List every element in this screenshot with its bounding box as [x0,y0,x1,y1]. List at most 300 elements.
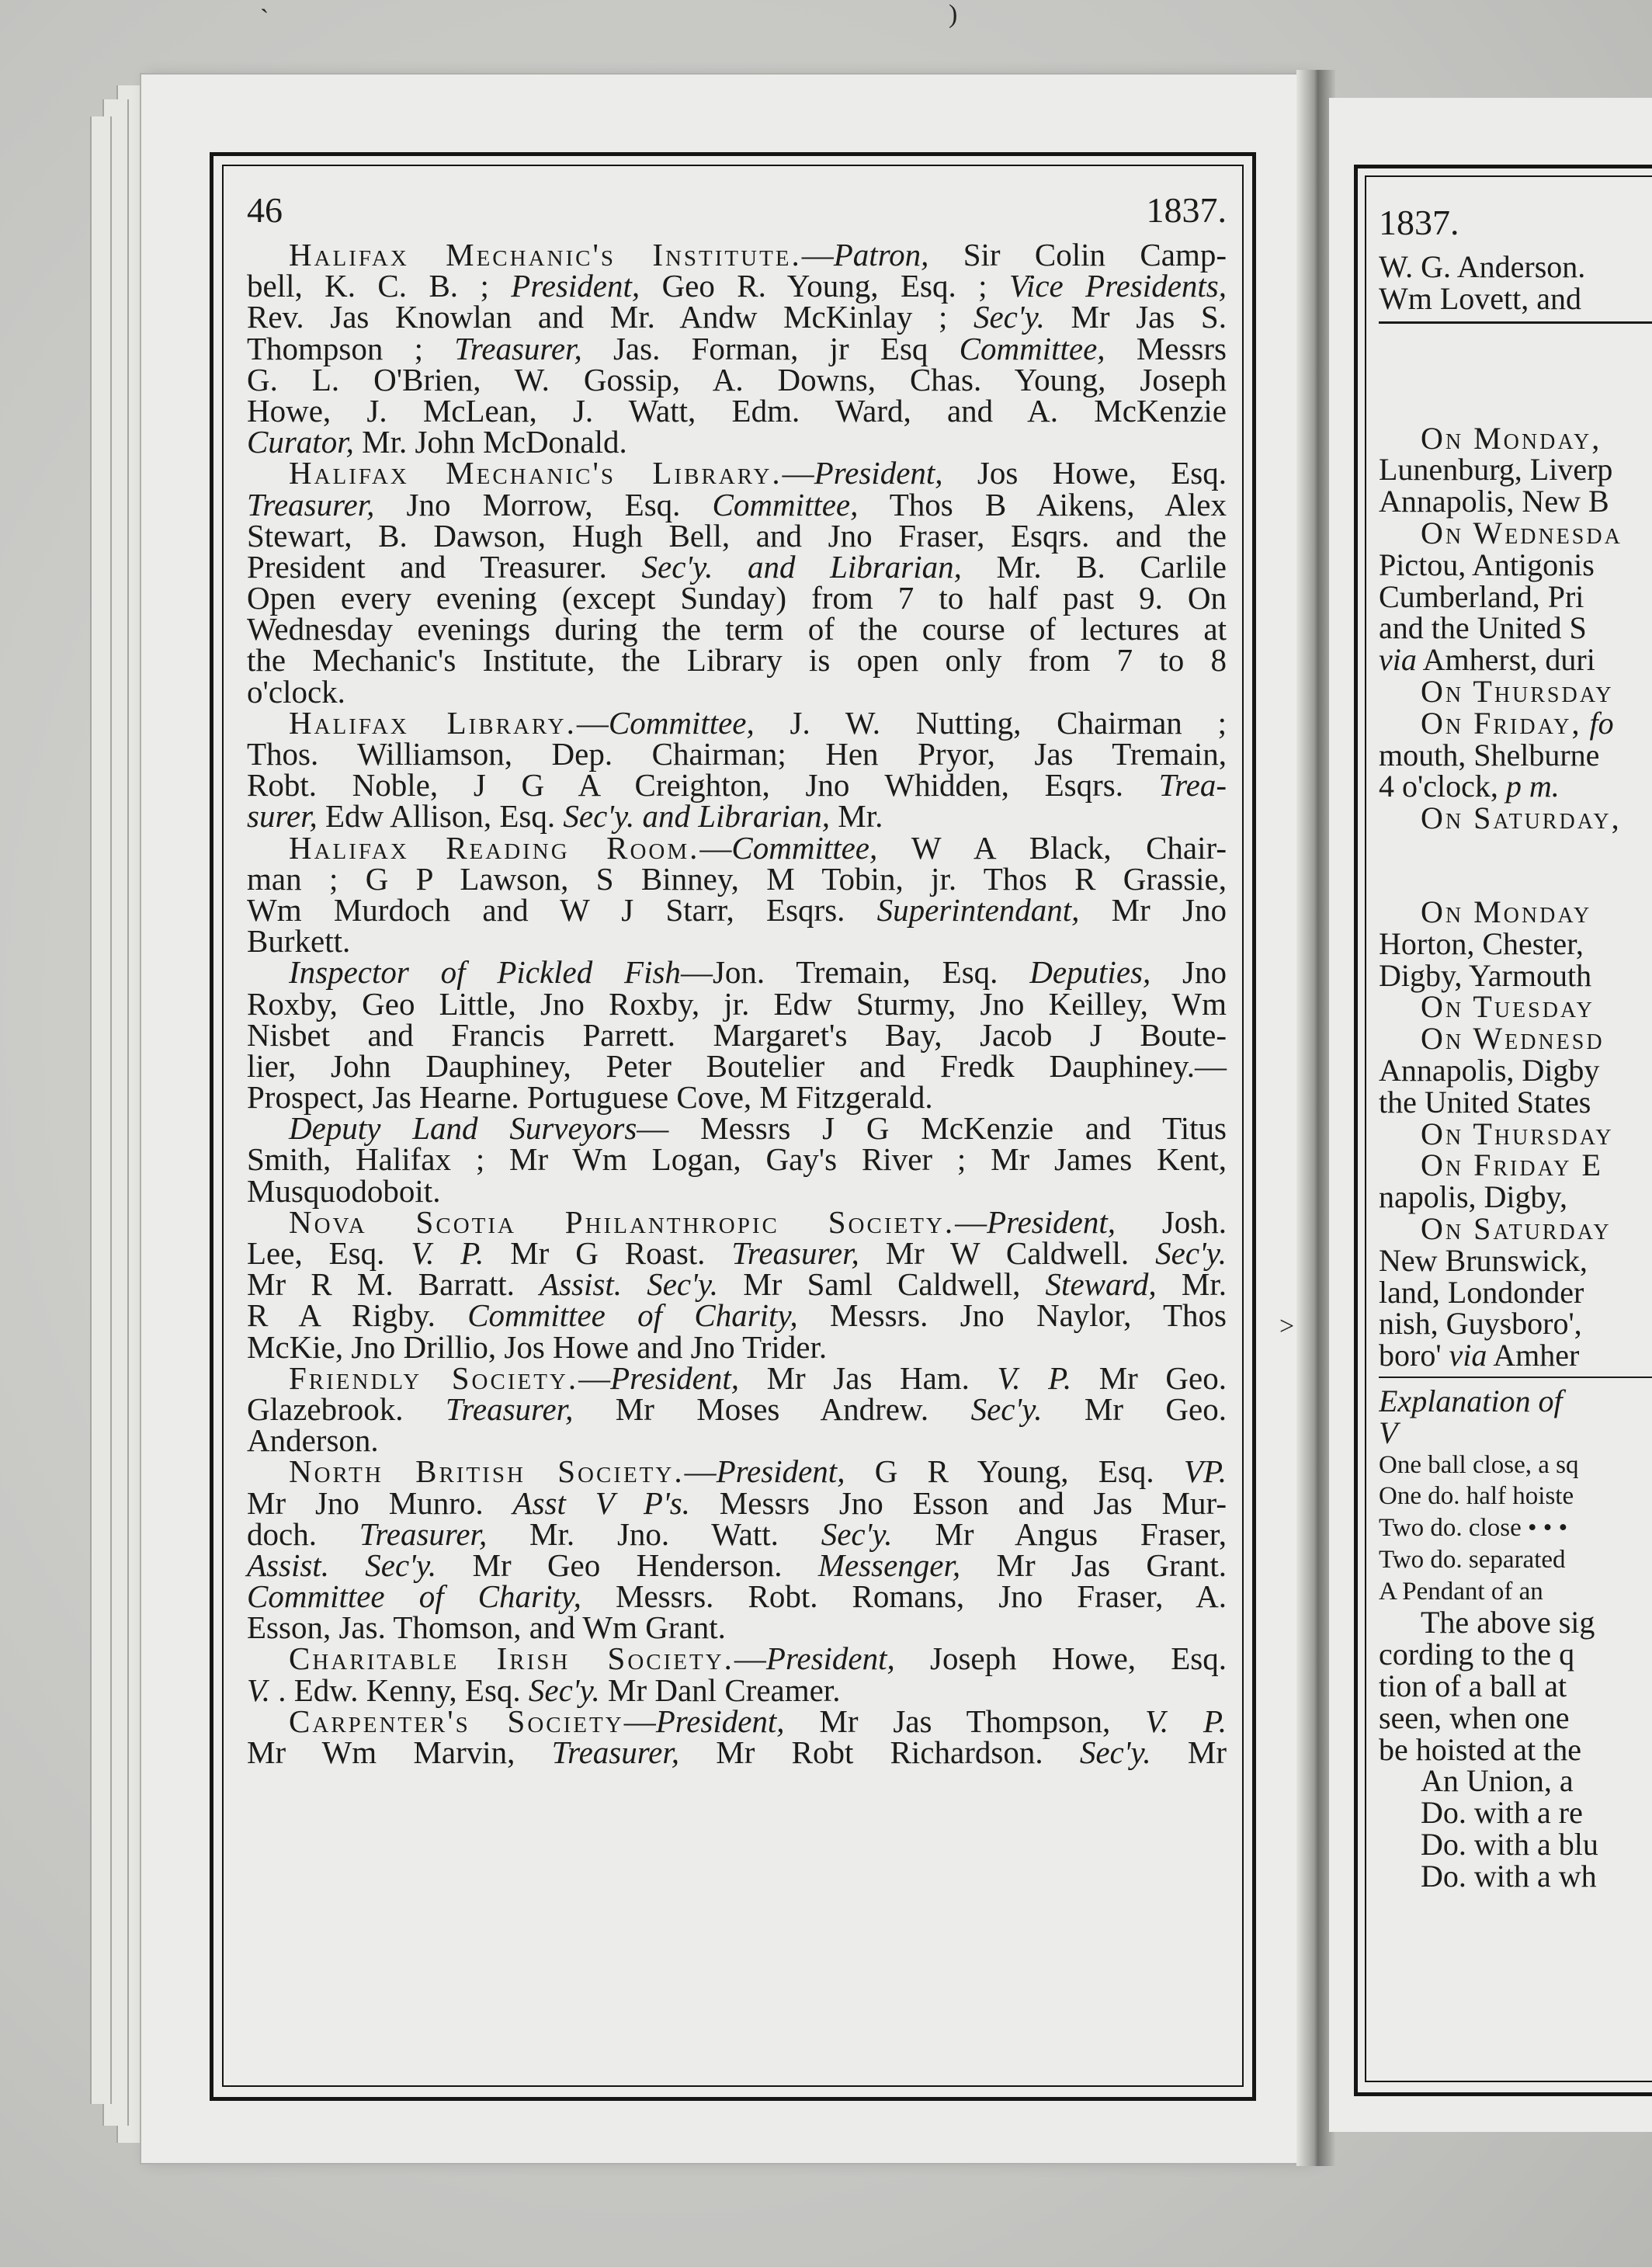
text-run: G. L. O'Brien, W. Gossip, A. Downs, Chas. Young, Joseph [247,361,1227,398]
text-line [247,1110,1227,1147]
text-line [247,891,1227,928]
text-run: Halifax Reading Room. [289,829,700,866]
text-run: Carpenter's Society [289,1703,624,1739]
text-run: Two do. separated [1379,1545,1566,1574]
text-run: Treasurer, [247,486,375,522]
text-run: Mr. Jno. Watt. [487,1515,821,1552]
text-run: Thos. Williamson, Dep. Chairman; Hen Pryor, Jas Tremain, [247,736,1227,772]
text-run: Lunenburg, Liverp [1379,452,1613,488]
text-run: Mr. B. Carlile [961,548,1227,585]
text-line [247,923,1227,960]
text-run: Amher [1487,1338,1580,1373]
text-line [1379,1210,1652,1246]
text-line [1379,1797,1652,1829]
text-line [1379,1829,1652,1861]
spacer [1379,835,1652,897]
text-run: — [801,237,834,273]
text-run: North British Society. [289,1453,685,1490]
right-page-year: 1837. [1379,203,1459,242]
text-run: Mr Saml Caldwell, [718,1266,1046,1303]
page-year: 1837. [1146,190,1227,230]
text-run: Steward, [1045,1266,1157,1303]
text-line [1379,1512,1652,1544]
text-run: Two do. close • • • [1379,1514,1568,1543]
text-line [1379,644,1652,676]
text-line [1379,1731,1652,1767]
text-run: On Friday E [1421,1147,1603,1183]
text-run: surer, [247,798,318,835]
text-line [247,1578,1227,1615]
text-run: Rev. Jas Knowlan and Mr. Andw McKinlay ; [247,299,974,335]
text-line [1379,894,1652,929]
text-run: Digby, Yarmouth [1379,957,1592,993]
text-run: On Tuesday [1421,989,1595,1025]
text-run: Wm Lovett, and [1379,280,1582,316]
text-run: the Mechanic's Institute, the Library is open only from 7 to 8 [247,642,1227,679]
text-run: — [699,829,732,866]
binding-mark: > [1279,1312,1295,1341]
text-run: Robt. Noble, J G A Creighton, Jno Whidden, Esqrs. [247,767,1159,804]
text-run: cording to the q [1379,1637,1575,1672]
text-run: Committee, [731,829,878,866]
text-line [247,1515,1227,1552]
text-line [1379,1415,1652,1450]
text-line [1379,1449,1652,1481]
text-run: Messenger, [817,1547,961,1583]
text-line [1379,1147,1652,1183]
text-run: Thompson ; [247,330,455,366]
text-line [247,361,1227,398]
text-run: Geo R. Young, Esq. ; [640,268,1009,304]
text-run: Joseph Howe, Esq. [894,1640,1227,1677]
text-run: W A Black, Chair- [877,829,1227,866]
text-run: On Thursday [1421,673,1614,709]
text-run: Do. with a wh [1421,1858,1597,1893]
text-run: . Edw. Kenny, Esq. [270,1672,529,1708]
text-run: Pictou, Antigonis [1379,547,1595,582]
text-run: On Monday, [1421,420,1602,456]
text-line [1379,1023,1652,1055]
text-line [1379,1052,1652,1088]
text-line [1379,1607,1652,1639]
text-run: Cumberland, Pri [1379,578,1584,614]
text-line [247,1328,1227,1365]
text-line [247,704,1227,741]
text-run: Edw Allison, Esq. [317,798,564,835]
text-line [1379,547,1652,582]
text-run: — [576,704,609,741]
page-number: 46 [247,190,283,230]
text-line [1379,673,1652,709]
text-line [1379,705,1652,741]
text-line [247,860,1227,897]
text-run: On Saturday, [1421,800,1622,836]
text-line [247,1016,1227,1053]
text-line [1379,578,1652,614]
text-run: — Messrs J G McKenzie and Titus [637,1110,1227,1147]
text-line [1379,454,1652,486]
binding-mark: ) [949,0,958,29]
text-line [1379,957,1652,993]
text-run: A Pendant of an [1379,1577,1543,1606]
text-run: — [578,1359,611,1396]
text-line [1379,1383,1652,1418]
text-run: Esson, Jas. Thomson, and Wm Grant. [247,1609,726,1646]
text-line [247,1203,1227,1240]
text-run: Jno [1150,954,1227,991]
text-run: R A Rigby. [247,1297,468,1334]
text-run: President, [610,1359,739,1396]
text-run: Jno Morrow, Esq. [374,486,713,522]
text-line [247,268,1227,304]
text-line [1379,771,1652,803]
text-line [247,673,1227,710]
text-run: Committee, [608,704,755,741]
text-run: Josh. [1115,1203,1227,1240]
text-line [247,1047,1227,1084]
left-page-text [247,189,1227,1768]
text-run: W. G. Anderson. [1379,249,1586,284]
text-run: President, [716,1453,845,1490]
left-page-body [247,239,1227,1768]
right-page-body [1379,249,1652,1893]
text-line [1379,1544,1652,1576]
page-edges [90,116,112,2104]
text-line [1379,800,1652,836]
text-run: Messrs. Robt. Romans, Jno Fraser, A. [581,1578,1227,1615]
text-run: G R Young, Esq. [845,1453,1184,1490]
text-run: — [734,1640,766,1677]
text-line [1379,1084,1652,1120]
text-run: Open every evening (except Sunday) from 7 to half past 9. On [247,580,1227,616]
text-run: An Union, a [1421,1763,1574,1799]
text-run: Amherst, duri [1416,642,1595,678]
text-run: Mr Geo. [1042,1390,1227,1427]
text-line [247,611,1227,647]
text-run: Horton, Chester, [1379,925,1584,961]
text-line [247,767,1227,804]
text-run: On Wednesda [1421,515,1622,550]
text-run: Halifax Mechanic's Library. [289,455,783,491]
text-run: Mr G Roast. [484,1235,732,1271]
text-run: via [1449,1338,1487,1373]
text-run: New Brunswick, [1379,1242,1588,1278]
text-line [1379,1639,1652,1671]
text-run: Charitable Irish Society. [289,1640,734,1677]
text-run: Superintendant, [876,891,1080,928]
text-run: Treasurer, [454,330,582,366]
text-run: Mr Jas S. [1044,299,1227,335]
text-line [1379,486,1652,518]
text-run: Messrs. Jno Naylor, Thos [797,1297,1227,1334]
text-line [247,1609,1227,1646]
text-line [247,1640,1227,1677]
text-run: V. P. [997,1359,1072,1396]
text-run: — [955,1203,987,1240]
text-run: V [1379,1415,1398,1450]
text-run: Jos Howe, Esq. [942,455,1227,491]
text-run: Burkett. [247,923,351,960]
text-run: Patron, [833,237,929,273]
rule-line [1379,1377,1652,1378]
text-run: — [782,455,814,491]
text-run: Annapolis, New B [1379,484,1609,519]
text-line [247,1141,1227,1178]
text-run: Mr Jno [1079,891,1227,928]
text-run: Messrs [1105,330,1227,366]
text-run: Sec'y. and Librarian, [563,798,830,835]
text-run: Mr Wm Marvin, [247,1734,552,1770]
text-run: V. [247,1672,271,1708]
text-run: Thos B Aikens, Alex [858,486,1227,522]
text-line [1379,1481,1652,1512]
text-run: Mr Jas Thompson, [784,1703,1146,1739]
text-line [247,798,1227,835]
text-line [1379,1274,1652,1310]
left-page-header [247,189,1227,239]
text-run: Smith, Halifax ; Mr Wm Logan, Gay's River ; Mr James Kent, [247,1141,1227,1178]
rule-line [1379,321,1652,324]
text-run: Mr Danl Creamer. [599,1672,841,1708]
text-run: J. W. Nutting, Chairman ; [754,704,1227,741]
text-line [1379,610,1652,646]
text-run: On Monday [1421,894,1592,929]
text-run: lier, John Dauphiney, Peter Boutelier and Fredk Dauphiney.— [247,1047,1227,1084]
text-run: tion of a ball at [1379,1668,1567,1704]
text-line [247,1079,1227,1116]
text-run: boro' [1379,1338,1449,1373]
text-run: VP. [1183,1453,1227,1490]
text-run: President, [987,1203,1116,1240]
text-run: V. P. [411,1235,484,1271]
text-run: Howe, J. McLean, J. Watt, Edm. Ward, and A. McKenzie [247,392,1227,429]
text-run: napolis, Digby, [1379,1179,1567,1215]
text-line [247,1422,1227,1459]
text-run: On Wednesd [1421,1021,1605,1057]
text-line [247,392,1227,429]
text-line [1379,1179,1652,1215]
text-run: Treasurer, [359,1515,488,1552]
text-line [247,1390,1227,1427]
text-run: bell, K. C. B. ; [247,268,512,304]
text-run: Committee of Charity, [247,1578,581,1615]
text-run: Explanation of [1379,1383,1563,1418]
text-line [247,517,1227,554]
text-line [247,548,1227,585]
text-run: man ; G P Lawson, S Binney, M Tobin, jr. Thos R Grassie, [247,860,1227,897]
text-run: Roxby, Geo Little, Jno Roxby, jr. Edw Sturmy, Jno Keilley, Wm [247,985,1227,1022]
text-line [247,829,1227,866]
text-run: Asst V P's. [512,1484,690,1521]
text-line [247,1359,1227,1396]
text-run: —Jon. Tremain, Esq. [680,954,1030,991]
text-line [247,580,1227,616]
right-page-header [1379,202,1652,252]
text-run: Assist. Sec'y. [247,1547,437,1583]
text-run: President, [814,455,943,491]
text-run: President and Treasurer. [247,548,642,585]
text-line [1379,420,1652,456]
text-run: V. P. [1145,1703,1227,1739]
text-run: Committee of Charity, [467,1297,798,1334]
text-line [1379,737,1652,772]
text-line [247,1453,1227,1490]
text-run: fo [1581,705,1614,741]
text-run: President, [765,1640,895,1677]
text-run: Nova Scotia Philanthropic Society. [289,1203,956,1240]
text-run: Committee, [712,486,859,522]
text-run: One ball close, a sq [1379,1450,1579,1479]
text-run: President, [655,1703,785,1739]
text-run: Mr W Caldwell. [859,1235,1156,1271]
text-run: 4 o'clock, [1379,769,1506,804]
text-line [247,1266,1227,1303]
text-run: Do. with a blu [1421,1827,1598,1863]
text-run: Sec'y. and Librarian, [641,548,962,585]
text-run: p m. [1505,769,1560,804]
text-run: the United States [1379,1084,1591,1120]
text-run: On Thursday [1421,1116,1614,1151]
text-run: Annapolis, Digby [1379,1052,1600,1088]
text-run: Sec'y. [821,1515,893,1552]
text-run: — [684,1453,717,1490]
text-run: seen, when one [1379,1699,1570,1735]
binding-mark: ` [260,5,269,33]
text-run: Inspector of Pickled Fish [289,954,681,991]
text-run: Sec'y. [1155,1235,1227,1271]
text-line [1379,925,1652,961]
text-run: Sir Colin Camp- [928,237,1227,273]
text-run: and the United S [1379,610,1587,646]
text-line [1379,1242,1652,1278]
text-run: Jas. Forman, jr Esq [581,330,960,366]
text-line [247,1672,1227,1708]
text-run: Glazebrook. [247,1390,446,1427]
text-run: Nisbet and Francis Parrett. Margaret's Bay, Jacob J Boute- [247,1016,1227,1053]
text-run: Mr. John McDonald. [353,424,627,460]
text-run: Mr Robt Richardson. [679,1734,1080,1770]
text-line [247,954,1227,991]
text-line [247,1172,1227,1209]
text-line [1379,515,1652,550]
text-run: Wednesday evenings during the term of the course of lectures at [247,611,1227,647]
text-run: Treasurer, [551,1734,680,1770]
text-run: Mr R M. Barratt. [247,1266,540,1303]
text-line [247,1703,1227,1739]
text-line [247,1484,1227,1521]
text-run: McKie, Jno Drillio, Jos Howe and Jno Trider. [247,1328,828,1365]
text-run: Messrs Jno Esson and Jas Mur- [689,1484,1227,1521]
text-line [1379,1765,1652,1797]
text-run: Wm Murdoch and W J Starr, Esqrs. [247,891,877,928]
text-line [1379,1116,1652,1151]
text-run: Mr. [1156,1266,1227,1303]
text-run: Musquodoboit. [247,1172,441,1209]
text-line [247,1235,1227,1271]
text-run: On Saturday [1421,1210,1612,1246]
text-line [1379,991,1652,1023]
text-run: nish, Guysboro', [1379,1306,1582,1342]
text-run: Deputies, [1029,954,1151,991]
text-run: Mr Jno Munro. [247,1484,513,1521]
text-run: Mr Angus Fraser, [892,1515,1227,1552]
text-run: Committee, [959,330,1105,366]
text-run: Lee, Esq. [247,1235,411,1271]
text-line [247,736,1227,772]
text-line [1379,1340,1652,1372]
text-run: land, Londonder [1379,1274,1584,1310]
text-line [247,455,1227,491]
text-run: Mr Jas Ham. [739,1359,998,1396]
text-run: Mr. [830,798,883,835]
text-run: doch. [247,1515,359,1552]
text-line [1379,1668,1652,1704]
text-run: Friendly Society. [289,1359,579,1396]
text-line [1379,249,1652,284]
text-line [1379,1308,1652,1340]
text-run: Do. with a re [1421,1795,1583,1831]
text-run: Sec'y. [973,299,1045,335]
text-run: Mr Moses Andrew. [573,1390,971,1427]
text-run: Curator, [247,424,354,460]
text-line [247,642,1227,679]
text-run: Treasurer, [445,1390,574,1427]
text-run: be hoisted at the [1379,1731,1582,1767]
text-line [247,486,1227,522]
text-run: Trea- [1158,767,1227,804]
spacer [1379,328,1652,423]
text-run: Stewart, B. Dawson, Hugh Bell, and Jno Fraser, Esqrs. and the [247,517,1227,554]
text-run: via [1379,642,1417,678]
text-run: Halifax Library. [289,704,577,741]
text-line [1379,280,1652,316]
text-run: President, [511,268,640,304]
text-run: On Friday, [1421,705,1582,741]
text-run: Mr Geo. [1071,1359,1227,1396]
text-run: Mr Geo Henderson. [436,1547,818,1583]
text-run: Anderson. [247,1422,379,1459]
text-run: The above sig [1421,1605,1595,1640]
text-run: Sec'y. [970,1390,1043,1427]
text-line [247,299,1227,335]
text-line [247,424,1227,460]
text-run: mouth, Shelburne [1379,737,1600,772]
text-line [247,1297,1227,1334]
text-run: Prospect, Jas Hearne. Portuguese Cove, M Fitzgerald. [247,1079,933,1116]
text-run: Treasurer, [731,1235,859,1271]
text-run: Mr Jas Grant. [960,1547,1227,1583]
text-run: Vice Presidents, [1008,268,1227,304]
text-line [1379,1576,1652,1608]
text-line [247,985,1227,1022]
text-line [247,237,1227,273]
text-run: Halifax Mechanic's Institute. [289,237,802,273]
text-run: Assist. Sec'y. [540,1266,719,1303]
text-run: o'clock. [247,673,345,710]
text-run: — [623,1703,656,1739]
text-run: One do. half hoiste [1379,1482,1574,1511]
text-run: Sec'y. [528,1672,600,1708]
text-run: Deputy Land Surveyors [289,1110,637,1147]
text-run: Sec'y. [1079,1734,1151,1770]
text-line [247,1547,1227,1583]
text-run: Mr [1150,1734,1227,1770]
text-line [1379,1858,1652,1893]
text-line [1379,1699,1652,1735]
text-line [247,1734,1227,1770]
text-line [247,330,1227,366]
right-page-text [1379,202,1652,1893]
